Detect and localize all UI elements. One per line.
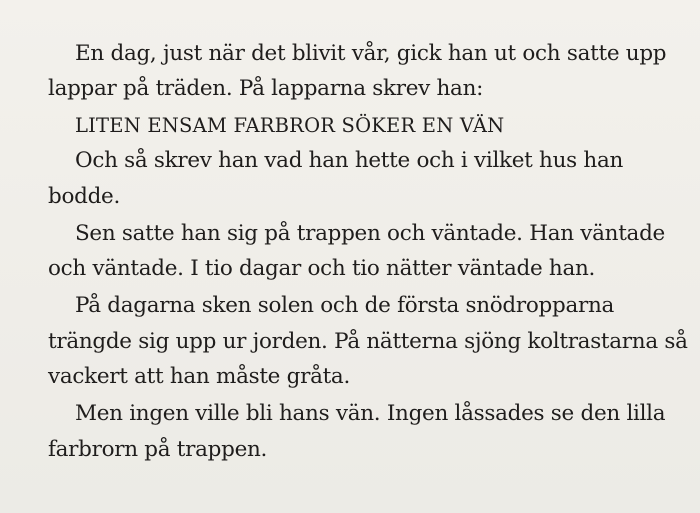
text-line: En dag, just när det blivit vår, gick han ut och satte upp	[75, 41, 667, 66]
text-line: vackert att han måste gråta.	[48, 364, 350, 389]
sign-text-line: LITEN ENSAM FARBROR SÖKER EN VÄN	[75, 114, 505, 137]
text-line: lappar på träden. På lapparna skrev han:	[48, 76, 484, 101]
text-line: Sen satte han sig på trappen och väntade. Han väntade	[75, 221, 665, 246]
text-line: trängde sig upp ur jorden. På nätterna sjöng koltrastarna så	[48, 329, 688, 354]
text-line: Men ingen ville bli hans vän. Ingen låssades se den lilla	[75, 401, 666, 426]
text-line: och väntade. I tio dagar och tio nätter väntade han.	[48, 256, 596, 281]
text-line: bodde.	[48, 184, 120, 209]
text-line: farbrorn på trappen.	[48, 437, 268, 462]
text-line: Och så skrev han vad han hette och i vilket hus han	[75, 148, 624, 173]
text-line: På dagarna sken solen och de första snödropparna	[75, 293, 615, 318]
